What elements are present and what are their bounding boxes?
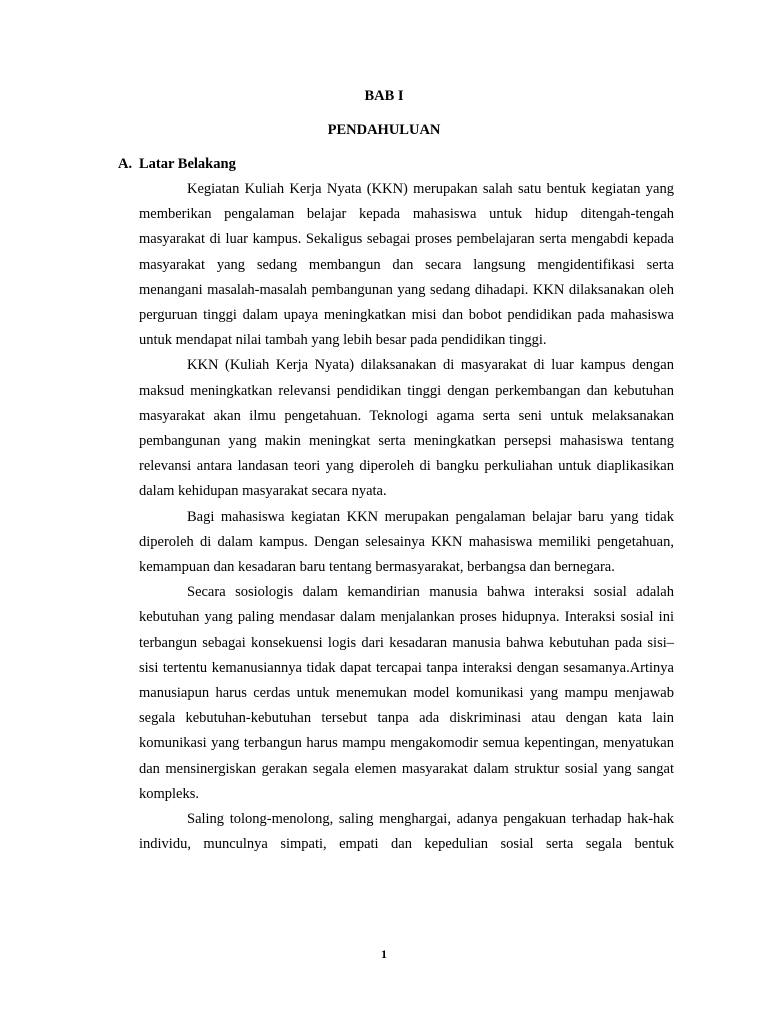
section-letter: A.	[118, 156, 133, 172]
page-number: 1	[381, 947, 387, 961]
section-heading	[118, 154, 236, 174]
chapter-label: BAB I	[364, 88, 404, 104]
body-text	[139, 177, 674, 857]
paragraph: Secara sosiologis dalam kemandirian manusia bahwa interaksi sosial adalah kebutuhan yang paling mendasar dalam menjalankan proses hidupnya. Interaksi sosial ini terbangun sebagai konsekuensi logis dari kesadaran manusia bahwa kebutuhan pada sisi–sisi tertentu kemanusiannya tidak dapat tercapai tanpa interaksi dengan sesamanya.Artinya manusiapun harus cerdas untuk menemukan model komunikasi yang mampu menjawab segala kebutuhan-kebutuhan tersebut tanpa ada diskriminasi atau dengan kata lain komunikasi yang terbangun harus mampu mengakomodir semua kepentingan, menyatukan dan mensinergiskan gerakan segala elemen masyarakat dalam struktur sosial yang sangat kompleks.	[139, 584, 674, 802]
section-title: Latar Belakang	[139, 156, 236, 172]
paragraph: Saling tolong-menolong, saling menghargai, adanya pengakuan terhadap hak-hak individu, munculnya simpati, empati dan kepedulian sosial serta segala bentuk	[139, 811, 674, 853]
paragraph: KKN (Kuliah Kerja Nyata) dilaksanakan di masyarakat di luar kampus dengan maksud meningkatkan relevansi pendidikan tinggi dengan perkembangan dan kebutuhan masyarakat akan ilmu pengetahuan. Teknologi agama serta seni untuk melaksanakan pembangunan yang makin meningkat serta meningkatkan persepsi mahasiswa tentang relevansi antara landasan teori yang diperoleh di bangku perkuliahan untuk diaplikasikan dalam kehidupan masyarakat secara nyata.	[139, 357, 674, 500]
paragraph: Kegiatan Kuliah Kerja Nyata (KKN) merupakan salah satu bentuk kegiatan yang memberikan pengalaman belajar kepada mahasiswa untuk hidup ditengah-tengah masyarakat di luar kampus. Sekaligus sebagai proses pembelajaran serta mengabdi kepada masyarakat yang sedang membangun dan secara langsung mengidentifikasi serta menangani masalah-masalah pembangunan yang sedang dihadapi. KKN dilaksanakan oleh perguruan tinggi dalam upaya meningkatkan misi dan bobot pendidikan pada mahasiswa untuk mendapat nilai tambah yang lebih besar pada pendidikan tinggi.	[139, 181, 674, 349]
paragraph: Bagi mahasiswa kegiatan KKN merupakan pengalaman belajar baru yang tidak diperoleh di dalam kampus. Dengan selesainya KKN mahasiswa memiliki pengetahuan, kemampuan dan kesadaran baru tentang bermasyarakat, berbangsa dan bernegara.	[139, 508, 674, 576]
chapter-title: PENDAHULUAN	[327, 122, 441, 138]
